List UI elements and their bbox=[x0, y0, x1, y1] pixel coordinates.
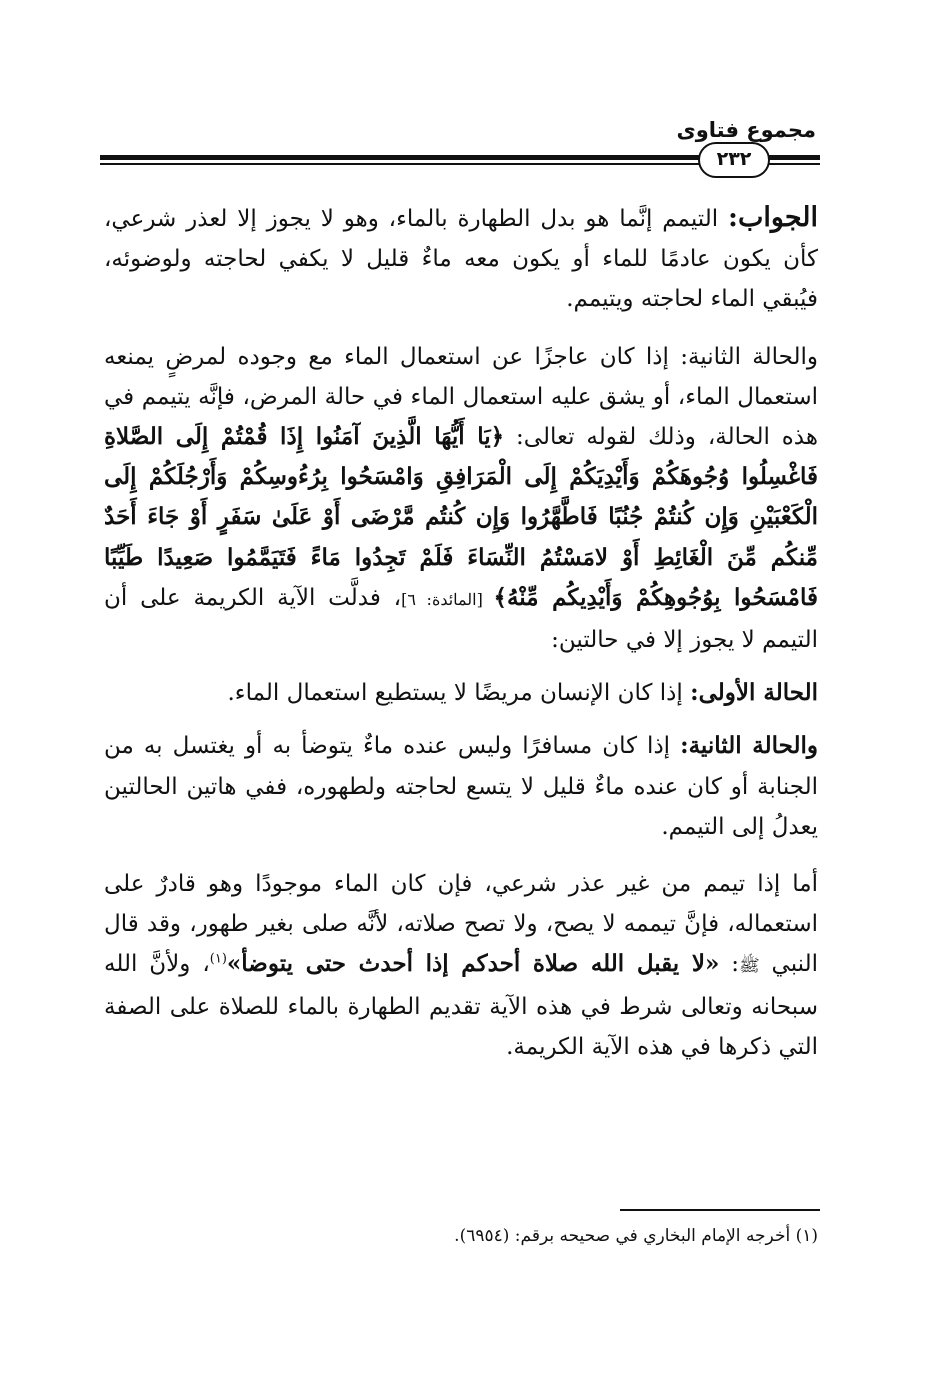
answer-text: التيمم إنَّما هو بدل الطهارة بالماء، وهو لا يجوز إلا لعذر شرعي، كأن يكون عادمًا للماء أو يكون معه ماءٌ قليل لا يكفي لحاجته ولوضوئه، فيُبقي الماء لحاجته ويتيمم. bbox=[104, 206, 818, 313]
verse-conclusion: ، فدلَّت الآية الكريمة على أن التيمم لا يجوز إلا في حالتين: bbox=[104, 584, 818, 654]
answer-paragraph bbox=[104, 198, 818, 320]
second-case-label: والحالة الثانية: bbox=[680, 732, 819, 760]
answer-label: الجواب: bbox=[728, 202, 818, 233]
second-case-text: إذا كان مسافرًا وليس عنده ماءٌ يتوضأ به أو يغتسل به من الجنابة أو كان عنده ماءٌ قليل لا يتسع لحاجته ولطهوره، ففي هاتين الحالتين يعدلُ إلى التيمم. bbox=[104, 733, 818, 840]
final-text-before: أما إذا تيمم من غير عذر شرعي، فإن كان الماء موجودًا وهو قادرٌ على استعماله، فإنَّ تيممه لا يصح، ولا تصح صلاته، لأنَّه صلى بغير طهور، وقد قال النبي bbox=[104, 871, 819, 978]
footnote-marker: (١) bbox=[209, 951, 227, 967]
hadith-quote: «لا يقبل الله صلاة أحدكم إذا أحدث حتى يتوضأ» bbox=[226, 950, 720, 978]
case-two-intro-paragraph bbox=[104, 337, 818, 661]
first-case-paragraph bbox=[104, 673, 818, 713]
verse-reference: [المائدة: ٦] bbox=[401, 589, 494, 609]
footnote: (١) أخرجه الإمام البخاري في صحيحه برقم: (٦٩٥٤). bbox=[454, 1226, 818, 1246]
page-number: ٢٣٢ bbox=[698, 142, 770, 178]
second-case-paragraph bbox=[104, 726, 818, 847]
pbuh-symbol: ﷺ bbox=[739, 956, 760, 977]
case-two-intro-text: والحالة الثانية: إذا كان عاجزًا عن استعمال الماء مع وجوده لمرضٍ يمنعه استعمال الماء، أو يشق عليه استعمال الماء في حالة المرض، فإنَّه يتيمم في هذه الحالة، وذلك لقوله تعالى: bbox=[104, 343, 819, 451]
first-case-label: الحالة الأولى: bbox=[690, 679, 818, 707]
book-title: مجموع فتاوى bbox=[676, 118, 816, 142]
main-text bbox=[104, 198, 818, 1084]
page-header bbox=[100, 118, 820, 180]
footnote-separator bbox=[620, 1209, 820, 1211]
final-text-colon: : bbox=[719, 951, 740, 978]
first-case-text: إذا كان الإنسان مريضًا لا يستطيع استعمال الماء. bbox=[227, 680, 691, 707]
final-paragraph bbox=[104, 864, 818, 1067]
final-text-after: ، ولأنَّ الله سبحانه وتعالى شرط في هذه الآية تقديم الطهارة بالماء للصلاة على الصفة التي ذكرها في هذه الآية الكريمة. bbox=[104, 951, 818, 1060]
quran-verse: ﴿يَا أَيُّهَا الَّذِينَ آمَنُوا إِذَا قُمْتُمْ إِلَى الصَّلاةِ فَاغْسِلُوا وُجُوهَكُمْ وَأَيْدِيَكُمْ إِلَى الْمَرَافِقِ وَامْسَحُوا بِرُءُوسِكُمْ وَأَرْجُلَكُمْ إِلَى الْكَعْبَيْنِ وَإِن كُنتُمْ جُنُبًا فَاطَّهَّرُوا وَإِن كُنتُم مَّرْضَى أَوْ عَلَىٰ سَفَرٍ أَوْ جَاءَ أَحَدٌ مِّنكُم مِّنَ الْغَائِطِ أَوْ لامَسْتُمُ النِّسَاءَ فَلَمْ تَجِدُوا مَاءً فَتَيَمَّمُوا صَعِيدًا طَيِّبًا فَامْسَحُوا بِوُجُوهِكُمْ وَأَيْدِيكُم مِّنْهُ﴾ bbox=[104, 423, 819, 611]
